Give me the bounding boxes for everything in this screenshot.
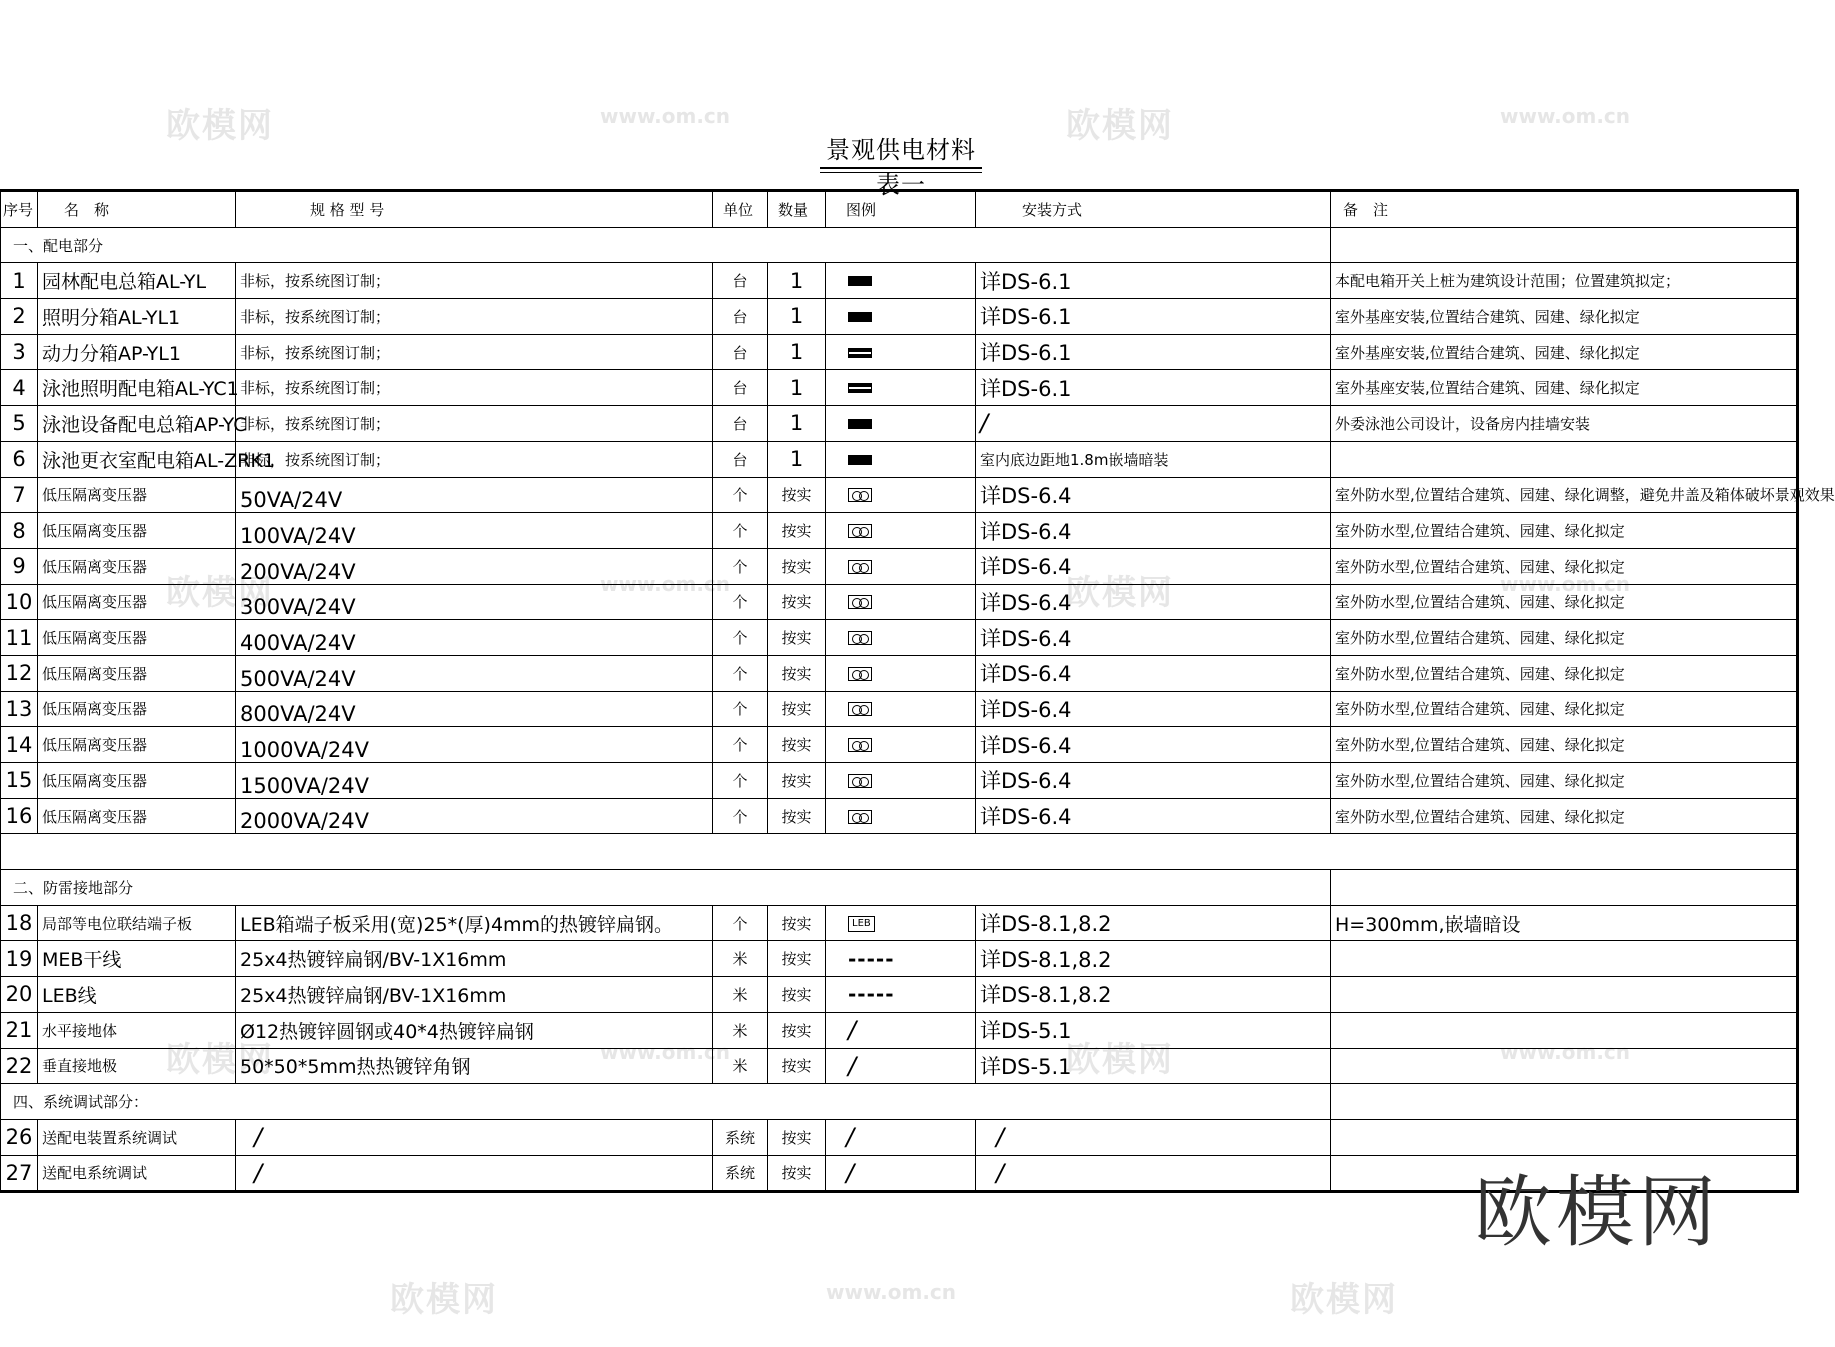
table-row	[1, 691, 1798, 727]
item-qty: 按实	[768, 1012, 826, 1048]
item-qty: 按实	[768, 1048, 826, 1084]
row-number: 9	[1, 548, 38, 584]
item-legend	[826, 584, 976, 620]
item-spec: /	[236, 1155, 713, 1192]
item-legend	[826, 977, 976, 1013]
item-legend: /	[826, 1119, 976, 1155]
blank-row	[1, 834, 1798, 870]
transformer-icon	[848, 810, 872, 824]
item-install: 详DS-6.4	[976, 655, 1331, 691]
watermark-brand: 欧模网	[1290, 1280, 1398, 1320]
item-name: 动力分箱AP-YL1	[38, 334, 236, 370]
item-spec: 非标，按系统图订制；	[236, 441, 713, 477]
blank-cell	[1, 834, 1798, 870]
item-spec: 50*50*5mm热热镀锌角钢	[236, 1048, 713, 1084]
item-unit: 个	[713, 620, 768, 656]
item-remark: 室外防水型,位置结合建筑、园建、绿化拟定	[1331, 691, 1798, 727]
section-row	[1, 227, 1798, 263]
row-number: 21	[1, 1012, 38, 1048]
transformer-icon	[848, 738, 872, 752]
col-spec: 规 格 型 号	[236, 191, 713, 228]
watermark-brand: 欧模网	[166, 106, 274, 146]
item-install: 详DS-6.4	[976, 691, 1331, 727]
item-qty: 按实	[768, 977, 826, 1013]
row-number: 20	[1, 977, 38, 1013]
section-title: 二、防雷接地部分	[1, 870, 1331, 906]
item-legend	[826, 798, 976, 834]
transformer-icon	[848, 488, 872, 502]
distribution-box-icon	[848, 419, 872, 429]
item-unit: 台	[713, 406, 768, 442]
watermark-brand: 欧模网	[166, 573, 274, 613]
table-row	[1, 763, 1798, 799]
item-spec: 非标，按系统图订制；	[236, 263, 713, 299]
table-row	[1, 334, 1798, 370]
row-number: 4	[1, 370, 38, 406]
item-install: 详DS-6.4	[976, 548, 1331, 584]
transformer-icon	[848, 774, 872, 788]
row-number: 14	[1, 727, 38, 763]
item-install: 详DS-5.1	[976, 1048, 1331, 1084]
item-install: 详DS-6.1	[976, 334, 1331, 370]
item-qty: 按实	[768, 584, 826, 620]
item-spec: Ø12热镀锌圆钢或40*4热镀锌扁钢	[236, 1012, 713, 1048]
row-number: 15	[1, 763, 38, 799]
item-remark: 室外防水型,位置结合建筑、园建、绿化拟定	[1331, 548, 1798, 584]
item-install: /	[976, 406, 1331, 442]
title-underline	[820, 167, 982, 169]
item-qty: 1	[768, 441, 826, 477]
watermark-brand: 欧模网	[390, 1280, 498, 1320]
table-row	[1, 905, 1798, 941]
item-install: 详DS-6.4	[976, 763, 1331, 799]
row-number: 12	[1, 655, 38, 691]
col-name: 名 称	[38, 191, 236, 228]
item-unit: 台	[713, 334, 768, 370]
item-legend	[826, 727, 976, 763]
item-spec: 2000VA/24V	[236, 798, 713, 834]
item-legend	[826, 905, 976, 941]
row-number: 3	[1, 334, 38, 370]
title-underline	[820, 172, 982, 173]
watermark-brand: 欧模网	[166, 1040, 274, 1080]
watermark-url: www.om.cn	[600, 1040, 731, 1064]
table-row	[1, 548, 1798, 584]
item-unit: 台	[713, 370, 768, 406]
table-row	[1, 620, 1798, 656]
item-unit: 系统	[713, 1155, 768, 1192]
item-name: LEB线	[38, 977, 236, 1013]
item-unit: 台	[713, 441, 768, 477]
item-qty: 按实	[768, 1155, 826, 1192]
row-number: 19	[1, 941, 38, 977]
item-name: 照明分箱AL-YL1	[38, 299, 236, 335]
row-number: 22	[1, 1048, 38, 1084]
table-title: 景观供电材料表一	[826, 136, 976, 199]
item-qty: 1	[768, 334, 826, 370]
item-install: 详DS-6.1	[976, 263, 1331, 299]
table-row	[1, 584, 1798, 620]
item-name: 低压隔离变压器	[38, 691, 236, 727]
item-legend	[826, 620, 976, 656]
row-number: 26	[1, 1119, 38, 1155]
item-install: 室内底边距地1.8m嵌墙暗装	[976, 441, 1331, 477]
item-spec: /	[236, 1119, 713, 1155]
table-row	[1, 299, 1798, 335]
item-install: 详DS-6.4	[976, 727, 1331, 763]
item-name: 低压隔离变压器	[38, 763, 236, 799]
item-spec: 1500VA/24V	[236, 763, 713, 799]
distribution-box-icon	[848, 276, 872, 286]
item-unit: 个	[713, 727, 768, 763]
item-remark: 室外防水型,位置结合建筑、园建、绿化拟定	[1331, 727, 1798, 763]
section-row	[1, 870, 1798, 906]
item-legend	[826, 763, 976, 799]
transformer-icon	[848, 667, 872, 681]
row-number: 27	[1, 1155, 38, 1192]
item-spec: 非标，按系统图订制；	[236, 299, 713, 335]
item-spec: 500VA/24V	[236, 655, 713, 691]
item-legend	[826, 691, 976, 727]
col-unit: 单位	[713, 191, 768, 228]
item-legend	[826, 548, 976, 584]
remark-cell	[1331, 1084, 1798, 1120]
section-title: 一、配电部分	[1, 227, 1331, 263]
item-remark	[1331, 977, 1798, 1013]
item-remark: 室外防水型,位置结合建筑、园建、绿化拟定	[1331, 655, 1798, 691]
item-qty: 1	[768, 370, 826, 406]
item-install: 详DS-8.1,8.2	[976, 977, 1331, 1013]
item-install: 详DS-5.1	[976, 1012, 1331, 1048]
item-name: 低压隔离变压器	[38, 655, 236, 691]
header-row	[1, 191, 1798, 228]
item-remark: 室外防水型,位置结合建筑、园建、绿化拟定	[1331, 620, 1798, 656]
item-unit: 个	[713, 584, 768, 620]
col-no: 序号	[1, 191, 38, 228]
item-name: 送配电系统调试	[38, 1155, 236, 1192]
item-qty: 按实	[768, 798, 826, 834]
item-legend	[826, 477, 976, 513]
item-unit: 个	[713, 905, 768, 941]
item-remark: 室外防水型,位置结合建筑、园建、绿化拟定	[1331, 763, 1798, 799]
item-legend	[826, 334, 976, 370]
item-legend	[826, 655, 976, 691]
distribution-box-half-icon	[848, 348, 872, 358]
item-remark: 室外防水型,位置结合建筑、园建、绿化拟定	[1331, 798, 1798, 834]
item-install: 详DS-8.1,8.2	[976, 941, 1331, 977]
item-qty: 按实	[768, 655, 826, 691]
table-row	[1, 798, 1798, 834]
row-number: 16	[1, 798, 38, 834]
watermark-url: www.om.cn	[826, 1280, 957, 1304]
item-unit: 米	[713, 941, 768, 977]
table-row	[1, 263, 1798, 299]
col-remark: 备 注	[1331, 191, 1798, 228]
item-qty: 1	[768, 263, 826, 299]
item-legend	[826, 1012, 976, 1048]
item-spec: 200VA/24V	[236, 548, 713, 584]
item-qty: 按实	[768, 905, 826, 941]
table-row	[1, 1048, 1798, 1084]
section-row	[1, 1084, 1798, 1120]
row-number: 2	[1, 299, 38, 335]
item-remark: 本配电箱开关上桩为建筑设计范围；位置建筑拟定；	[1331, 263, 1798, 299]
item-remark	[1331, 441, 1798, 477]
transformer-icon	[848, 702, 872, 716]
item-legend	[826, 513, 976, 549]
item-name: 低压隔离变压器	[38, 477, 236, 513]
distribution-box-icon	[848, 312, 872, 322]
table-row	[1, 477, 1798, 513]
row-number: 1	[1, 263, 38, 299]
item-name: 园林配电总箱AL-YL	[38, 263, 236, 299]
item-remark: 室外基座安装,位置结合建筑、园建、绿化拟定	[1331, 334, 1798, 370]
materials-table	[0, 189, 1835, 1193]
dashed-line-icon: -----	[848, 982, 895, 1007]
item-qty: 按实	[768, 763, 826, 799]
item-qty: 按实	[768, 1119, 826, 1155]
row-number: 7	[1, 477, 38, 513]
item-name: 低压隔离变压器	[38, 548, 236, 584]
item-name: 低压隔离变压器	[38, 513, 236, 549]
item-legend	[826, 370, 976, 406]
table-row	[1, 1012, 1798, 1048]
item-install: /	[976, 1119, 1331, 1155]
item-qty: 按实	[768, 941, 826, 977]
row-number: 5	[1, 406, 38, 442]
item-unit: 米	[713, 1012, 768, 1048]
item-spec: 800VA/24V	[236, 691, 713, 727]
item-name: 泳池设备配电总箱AP-YC	[38, 406, 236, 442]
item-unit: 个	[713, 477, 768, 513]
dashed-line-icon: -----	[848, 946, 895, 971]
table-row	[1, 441, 1798, 477]
item-spec: 非标，按系统图订制；	[236, 406, 713, 442]
item-remark: H=300mm,嵌墙暗设	[1331, 905, 1798, 941]
table-row	[1, 655, 1798, 691]
item-qty: 1	[768, 299, 826, 335]
item-name: 低压隔离变压器	[38, 798, 236, 834]
item-name: 低压隔离变压器	[38, 584, 236, 620]
slash-mark: /	[848, 1051, 857, 1080]
item-spec: 300VA/24V	[236, 584, 713, 620]
table-row	[1, 727, 1798, 763]
item-install: 详DS-8.1,8.2	[976, 905, 1331, 941]
item-name: MEB干线	[38, 941, 236, 977]
item-unit: 米	[713, 1048, 768, 1084]
item-name: 低压隔离变压器	[38, 620, 236, 656]
transformer-icon	[848, 560, 872, 574]
item-legend	[826, 1048, 976, 1084]
item-qty: 按实	[768, 727, 826, 763]
col-legend: 图例	[826, 191, 976, 228]
item-install: 详DS-6.4	[976, 620, 1331, 656]
item-name: 垂直接地极	[38, 1048, 236, 1084]
watermark-url: www.om.cn	[1500, 1040, 1631, 1064]
item-name: 局部等电位联结端子板	[38, 905, 236, 941]
watermark-brand-large: 欧模网	[1474, 1168, 1721, 1258]
item-unit: 个	[713, 548, 768, 584]
watermark-brand: 欧模网	[1066, 106, 1174, 146]
item-name: 泳池更衣室配电箱AL-ZRK1	[38, 441, 236, 477]
item-spec: LEB箱端子板采用(宽)25*(厚)4mm的热镀锌扁钢。	[236, 905, 713, 941]
item-spec: 25x4热镀锌扁钢/BV-1X16mm	[236, 977, 713, 1013]
transformer-icon	[848, 524, 872, 538]
table-row	[1, 941, 1798, 977]
item-unit: 个	[713, 798, 768, 834]
item-legend	[826, 441, 976, 477]
item-qty: 按实	[768, 620, 826, 656]
item-install: 详DS-6.4	[976, 513, 1331, 549]
remark-cell	[1331, 870, 1798, 906]
item-qty: 按实	[768, 513, 826, 549]
row-number: 18	[1, 905, 38, 941]
item-legend	[826, 941, 976, 977]
item-remark: 室外防水型,位置结合建筑、园建、绿化拟定	[1331, 513, 1798, 549]
remark-cell	[1331, 227, 1798, 263]
item-remark	[1331, 1155, 1798, 1192]
row-number: 13	[1, 691, 38, 727]
slash-mark: /	[848, 1016, 857, 1045]
item-unit: 个	[713, 513, 768, 549]
item-install: 详DS-6.1	[976, 370, 1331, 406]
table-row	[1, 1155, 1798, 1192]
watermark-brand: 欧模网	[1066, 573, 1174, 613]
item-legend	[826, 263, 976, 299]
row-number: 6	[1, 441, 38, 477]
item-name: 水平接地体	[38, 1012, 236, 1048]
item-install: /	[976, 1155, 1331, 1192]
item-remark	[1331, 941, 1798, 977]
item-qty: 按实	[768, 477, 826, 513]
transformer-icon	[848, 631, 872, 645]
item-remark: 外委泳池公司设计，设备房内挂墙安装	[1331, 406, 1798, 442]
item-unit: 系统	[713, 1119, 768, 1155]
row-number: 10	[1, 584, 38, 620]
table-row	[1, 513, 1798, 549]
transformer-icon	[848, 595, 872, 609]
item-qty: 按实	[768, 548, 826, 584]
item-spec: 100VA/24V	[236, 513, 713, 549]
item-unit: 个	[713, 763, 768, 799]
item-unit: 台	[713, 299, 768, 335]
item-qty: 1	[768, 406, 826, 442]
item-unit: 台	[713, 263, 768, 299]
distribution-box-half-icon	[848, 383, 872, 393]
item-unit: 个	[713, 655, 768, 691]
section-title: 四、系统调试部分：	[1, 1084, 1331, 1120]
watermark-url: www.om.cn	[600, 572, 731, 596]
item-spec: 非标，按系统图订制；	[236, 334, 713, 370]
item-install: 详DS-6.4	[976, 584, 1331, 620]
row-number: 11	[1, 620, 38, 656]
leb-terminal-icon: LEB	[848, 916, 875, 932]
item-qty: 按实	[768, 691, 826, 727]
col-qty: 数量	[768, 191, 826, 228]
table-row	[1, 370, 1798, 406]
item-remark: 室外防水型,位置结合建筑、园建、绿化调整，避免井盖及箱体破坏景观效果	[1331, 477, 1798, 513]
item-legend	[826, 406, 976, 442]
item-name: 低压隔离变压器	[38, 727, 236, 763]
item-spec: 非标，按系统图订制；	[236, 370, 713, 406]
table-row	[1, 406, 1798, 442]
watermark-url: www.om.cn	[1500, 572, 1631, 596]
item-remark	[1331, 1048, 1798, 1084]
item-remark	[1331, 1012, 1798, 1048]
item-spec: 50VA/24V	[236, 477, 713, 513]
item-remark	[1331, 1119, 1798, 1155]
item-remark: 室外基座安装,位置结合建筑、园建、绿化拟定	[1331, 299, 1798, 335]
item-unit: 米	[713, 977, 768, 1013]
table-row	[1, 1119, 1798, 1155]
distribution-box-icon	[848, 455, 872, 465]
item-remark: 室外防水型,位置结合建筑、园建、绿化拟定	[1331, 584, 1798, 620]
item-legend: /	[826, 1155, 976, 1192]
item-install: 详DS-6.4	[976, 477, 1331, 513]
item-unit: 个	[713, 691, 768, 727]
item-spec: 400VA/24V	[236, 620, 713, 656]
item-name: 泳池照明配电箱AL-YC1	[38, 370, 236, 406]
watermark-brand: 欧模网	[1066, 1040, 1174, 1080]
table-row	[1, 977, 1798, 1013]
watermark-url: www.om.cn	[1500, 104, 1631, 128]
watermark-url: www.om.cn	[600, 104, 731, 128]
item-legend	[826, 299, 976, 335]
item-install: 详DS-6.1	[976, 299, 1331, 335]
item-spec: 25x4热镀锌扁钢/BV-1X16mm	[236, 941, 713, 977]
item-name: 送配电装置系统调试	[38, 1119, 236, 1155]
row-number: 8	[1, 513, 38, 549]
item-spec: 1000VA/24V	[236, 727, 713, 763]
item-remark: 室外基座安装,位置结合建筑、园建、绿化拟定	[1331, 370, 1798, 406]
col-install: 安装方式	[976, 191, 1331, 228]
item-install: 详DS-6.4	[976, 798, 1331, 834]
